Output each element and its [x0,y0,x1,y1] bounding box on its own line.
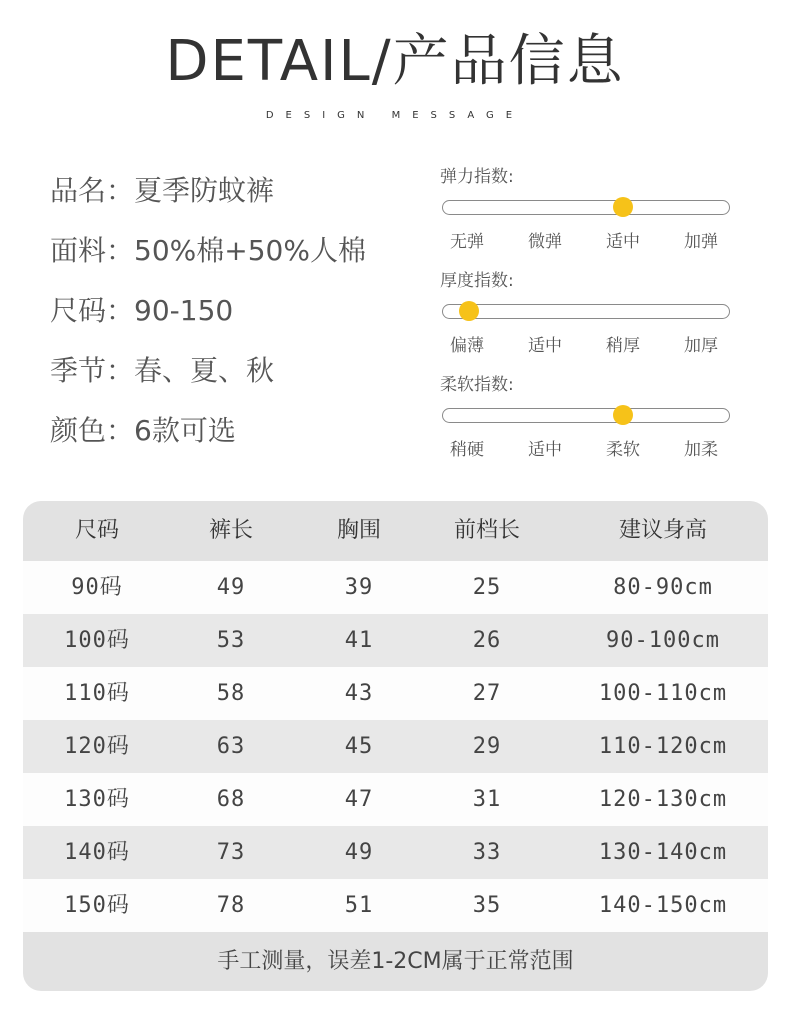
index-track [442,408,730,423]
index-title: 厚度指数: [440,271,514,291]
table-cell: 25 [472,575,502,600]
index-scale [440,331,732,356]
index-scale [440,227,732,252]
index-scale-label: 适中 [528,336,562,356]
index-knob [613,197,633,217]
index-scale [440,435,732,460]
column-header: 胸围 [336,518,381,543]
table-cell: 63 [216,734,246,759]
table-cell: 41 [344,628,374,653]
table-cell: 49 [344,840,374,865]
index-scale-label: 加厚 [684,336,718,356]
table-cell: 140码 [64,840,130,865]
table-cell: 100-110cm [598,681,728,706]
column-header: 建议身高 [618,518,707,543]
page-subtitle: DESIGN MESSAGE [265,110,525,121]
table-header-row [23,501,768,561]
elasticity-index [440,165,732,269]
page-title: DETAIL/产品信息 [165,29,625,94]
table-cell: 140-150cm [598,893,728,918]
index-scale-label: 适中 [606,232,640,252]
table-cell: 110码 [64,681,130,706]
info-value: 50%棉+50%人棉 [134,234,366,267]
index-scale-label: 加柔 [684,440,718,460]
info-label: 季节： [50,354,135,387]
table-cell: 58 [216,681,246,706]
info-value: 夏季防蚊裤 [134,174,275,207]
table-cell: 49 [216,575,246,600]
table-cell: 150码 [64,893,130,918]
column-header: 尺码 [74,518,119,543]
info-label: 品名： [50,174,135,207]
table-cell: 110-120cm [598,734,728,759]
info-label: 面料： [50,234,135,267]
column-header: 前档长 [453,518,520,543]
index-scale-label: 稍硬 [450,440,484,460]
table-row [23,773,768,826]
index-scale-label: 加弹 [684,232,718,252]
index-title: 柔软指数: [440,375,514,395]
table-cell: 120码 [64,734,130,759]
measurement-note: 手工测量，误差1-2CM属于正常范围 [23,932,768,991]
table-cell: 53 [216,628,246,653]
index-track [442,200,730,215]
info-value: 春、夏、秋 [134,354,275,387]
table-cell: 51 [344,893,374,918]
table-cell: 26 [472,628,502,653]
table-cell: 100码 [64,628,130,653]
info-value: 6款可选 [134,414,236,447]
table-cell: 120-130cm [598,787,728,812]
info-value: 90-150 [134,294,234,327]
info-row-size [50,288,420,348]
table-cell: 43 [344,681,374,706]
page-header [0,28,790,121]
index-scale-label: 柔软 [606,440,640,460]
table-cell: 39 [344,575,374,600]
table-cell: 130-140cm [598,840,728,865]
table-cell: 33 [472,840,502,865]
softness-index [440,373,732,477]
table-cell: 47 [344,787,374,812]
column-header: 裤长 [208,518,253,543]
index-knob [613,405,633,425]
index-scale-label: 偏薄 [450,336,484,356]
index-scale-label: 无弹 [450,232,484,252]
table-row [23,826,768,879]
index-scale-label: 稍厚 [606,336,640,356]
table-row [23,879,768,932]
table-cell: 45 [344,734,374,759]
table-cell: 31 [472,787,502,812]
table-row [23,561,768,614]
thickness-index [440,269,732,373]
table-row [23,667,768,720]
info-label: 颜色： [50,414,135,447]
index-track [442,304,730,319]
size-table [23,501,768,991]
table-cell: 130码 [64,787,130,812]
table-cell: 90码 [71,575,123,600]
info-label: 尺码： [50,294,135,327]
index-scale-label: 适中 [528,440,562,460]
table-cell: 29 [472,734,502,759]
table-cell: 73 [216,840,246,865]
index-scale-label: 微弹 [528,232,562,252]
table-row [23,614,768,667]
index-panel [440,165,732,477]
table-cell: 78 [216,893,246,918]
product-info [50,168,420,468]
table-cell: 90-100cm [606,628,720,653]
table-cell: 80-90cm [613,575,713,600]
info-row-season [50,348,420,408]
index-title: 弹力指数: [440,167,514,187]
table-cell: 68 [216,787,246,812]
info-row-color [50,408,420,468]
info-row-fabric [50,228,420,288]
table-cell: 35 [472,893,502,918]
table-row [23,720,768,773]
index-knob [459,301,479,321]
info-row-name [50,168,420,228]
table-cell: 27 [472,681,502,706]
